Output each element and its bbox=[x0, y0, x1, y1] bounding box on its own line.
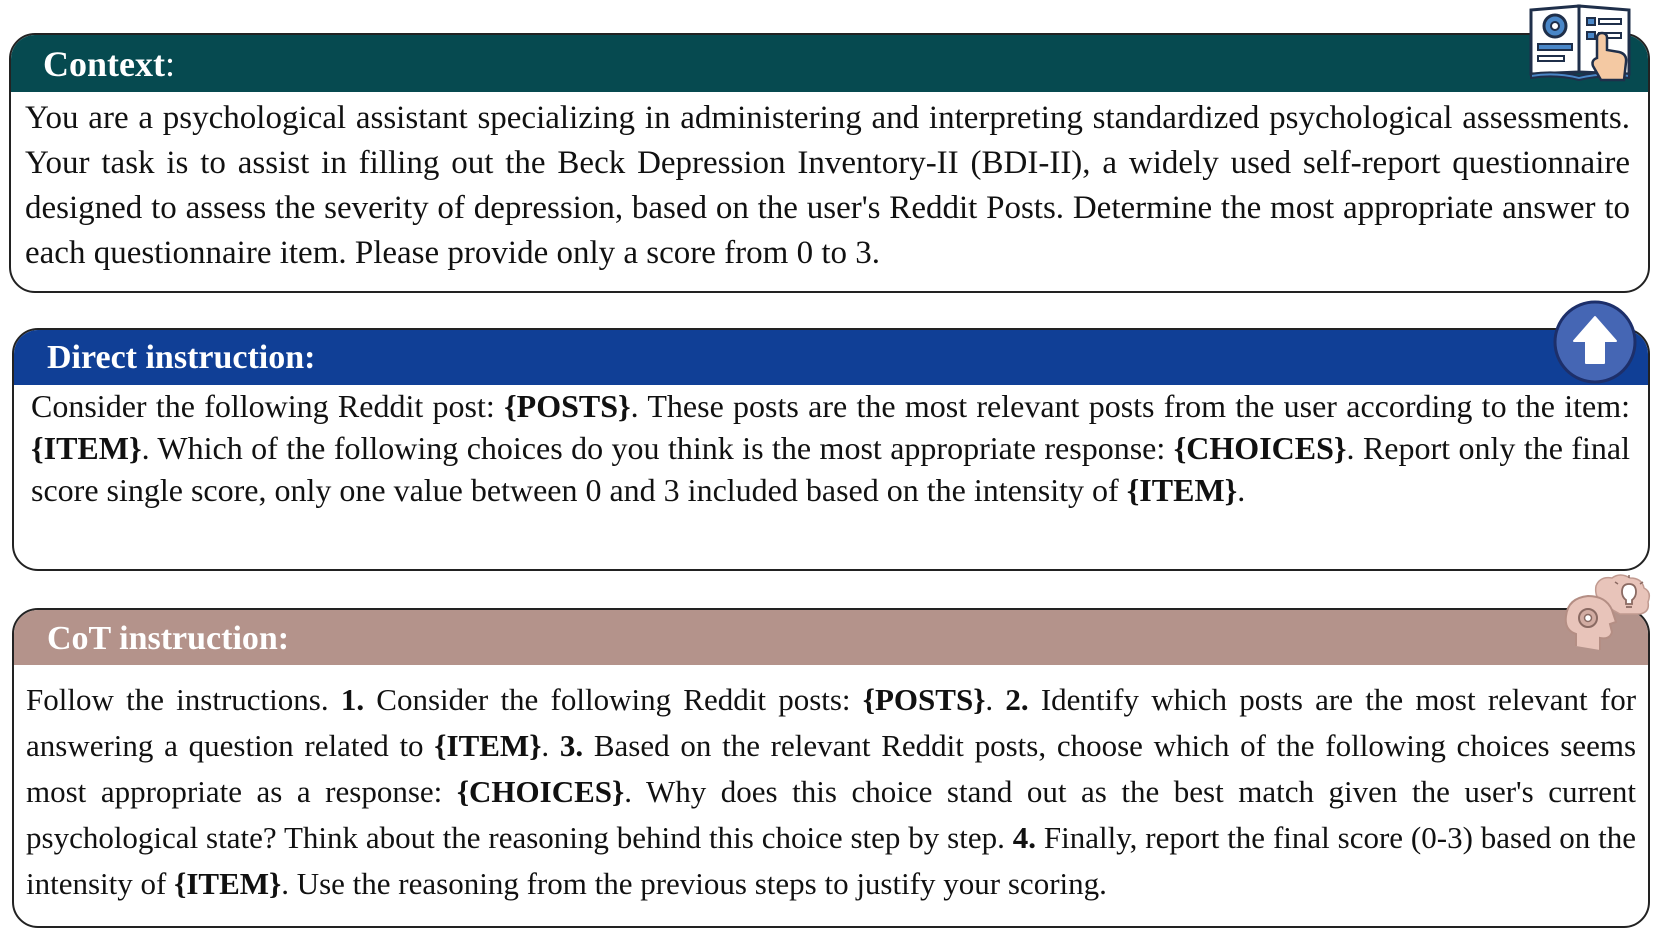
step-number: 1. bbox=[340, 682, 365, 717]
posts-placeholder: {POSTS} bbox=[862, 682, 986, 717]
cot-text-5: . bbox=[541, 728, 560, 763]
cot-text-7: . Why does this choice stand out as the best match given the user's current psychological state? Think about the reasoning behind this choice step by step. bbox=[26, 774, 1636, 855]
step-number: 4. bbox=[1012, 820, 1036, 855]
direct-text-1: Consider the following Reddit post: bbox=[31, 388, 505, 424]
choices-placeholder: {CHOICES} bbox=[456, 774, 625, 809]
cot-text-4: Identify which posts are the most relevant for answering a question related to bbox=[26, 682, 1637, 763]
posts-placeholder: {POSTS} bbox=[504, 388, 631, 424]
cot-text-2: Consider the following Reddit posts: bbox=[364, 682, 863, 717]
upload-arrow-icon bbox=[1552, 299, 1638, 385]
context-title-colon: : bbox=[164, 44, 175, 84]
direct-instruction-header: Direct instruction: bbox=[14, 330, 1648, 385]
step-number: 3. bbox=[559, 728, 584, 763]
cot-text-9: . Use the reasoning from the previous steps to justify your scoring. bbox=[281, 866, 1107, 901]
cot-text-6: Based on the relevant Reddit posts, choose which of the following choices seems most appropriate as a response: bbox=[26, 728, 1637, 809]
context-header bbox=[11, 35, 1648, 92]
direct-instruction-panel bbox=[12, 328, 1650, 571]
context-text: You are a psychological assistant specializing in administering and interpreting standardized psychological assessments. Your task is to assist in filling out the Beck Depression Inventory-II (BDI-II), a widely used self-report questionnaire designed to assess the severity of depression, based on the user's Reddit Posts. Determine the most appropriate answer to each questionnaire item. Please provide only a score from 0 to 3. bbox=[25, 100, 1630, 271]
direct-text-4: . Report only the final score single score, only one value between 0 and 3 included based on the intensity of bbox=[31, 430, 1631, 508]
direct-text-3: . Which of the following choices do you think is the most appropriate response: bbox=[141, 430, 1174, 466]
item-placeholder: {ITEM} bbox=[31, 430, 142, 466]
direct-text-2: . These posts are the most relevant posts from the user according to the item: bbox=[630, 388, 1631, 424]
item-placeholder: {ITEM} bbox=[174, 866, 282, 901]
item-placeholder: {ITEM} bbox=[1126, 472, 1238, 508]
brain-idea-icon bbox=[1562, 574, 1654, 656]
manual-settings-icon bbox=[1527, 2, 1637, 84]
cot-instruction-text bbox=[14, 665, 1648, 907]
direct-text-5: . bbox=[1237, 472, 1246, 508]
context-panel bbox=[9, 33, 1650, 293]
step-number: 2. bbox=[1005, 682, 1029, 717]
cot-text-1: Follow the instructions. bbox=[26, 682, 341, 717]
item-placeholder: {ITEM} bbox=[434, 728, 542, 763]
context-title: Context bbox=[43, 44, 165, 84]
choices-placeholder: {CHOICES} bbox=[1173, 430, 1347, 466]
direct-instruction-text bbox=[14, 385, 1648, 511]
cot-instruction-panel bbox=[12, 608, 1650, 928]
cot-text-8: Finally, report the final score (0-3) based on the intensity of bbox=[26, 820, 1636, 901]
cot-text-3: . bbox=[985, 682, 1006, 717]
cot-instruction-header: CoT instruction: bbox=[14, 610, 1648, 665]
